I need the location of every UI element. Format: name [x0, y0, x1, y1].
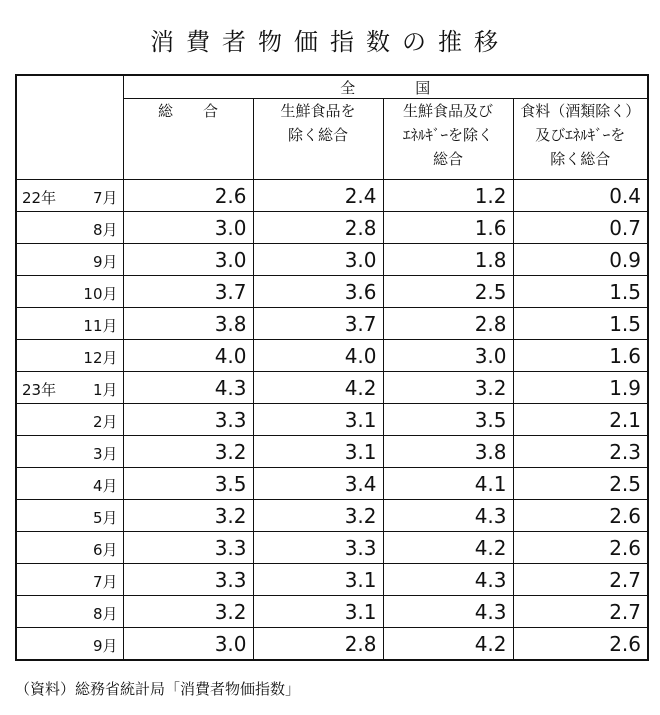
value-cell: 3.2	[123, 436, 253, 468]
value-cell: 3.3	[123, 532, 253, 564]
month-label: 7月	[92, 573, 118, 591]
month-label: 8月	[92, 221, 118, 239]
period-cell	[16, 596, 123, 628]
value-cell: 3.0	[253, 244, 383, 276]
period-cell	[16, 180, 123, 212]
column-header-line: ｴﾈﾙｷﾞｰを除く	[402, 126, 493, 144]
value-cell: 0.7	[513, 212, 648, 244]
column-header-line: 生鮮食品を	[280, 102, 356, 120]
value-cell: 3.3	[253, 532, 383, 564]
value-cell: 4.2	[383, 532, 513, 564]
value-cell: 3.4	[253, 468, 383, 500]
column-header-line: 食料（酒類除く）	[520, 102, 641, 120]
value-cell: 2.7	[513, 564, 648, 596]
value-cell: 4.0	[253, 340, 383, 372]
year-label: 23年	[22, 381, 57, 399]
column-header-line: 除く総合	[550, 150, 611, 168]
period-cell	[16, 564, 123, 596]
value-cell: 4.2	[383, 628, 513, 661]
value-cell: 3.2	[253, 500, 383, 532]
period-cell	[16, 340, 123, 372]
month-label: 3月	[92, 445, 118, 463]
table-row	[16, 340, 648, 372]
column-header-line: 及びｴﾈﾙｷﾞｰを	[535, 126, 626, 144]
value-cell: 1.9	[513, 372, 648, 404]
table-row	[16, 212, 648, 244]
month-label: 10月	[83, 285, 118, 303]
value-cell: 3.2	[383, 372, 513, 404]
value-cell: 4.3	[383, 500, 513, 532]
table-row	[16, 180, 648, 212]
value-cell: 4.3	[383, 564, 513, 596]
table-row	[16, 308, 648, 340]
value-cell: 3.6	[253, 276, 383, 308]
corner-cell	[16, 75, 123, 180]
group-header-national: 全国	[123, 75, 648, 99]
month-label: 9月	[92, 253, 118, 271]
value-cell: 4.3	[123, 372, 253, 404]
value-cell: 2.8	[253, 628, 383, 661]
value-cell: 3.0	[123, 628, 253, 661]
period-cell	[16, 436, 123, 468]
value-cell: 2.6	[513, 532, 648, 564]
value-cell: 4.3	[383, 596, 513, 628]
period-cell	[16, 500, 123, 532]
period-cell	[16, 212, 123, 244]
table-row	[16, 372, 648, 404]
value-cell: 1.6	[383, 212, 513, 244]
value-cell: 3.8	[123, 308, 253, 340]
column-header-3	[383, 99, 513, 180]
column-header-4	[513, 99, 648, 180]
month-label: 6月	[92, 541, 118, 559]
table-row	[16, 500, 648, 532]
table-row	[16, 532, 648, 564]
value-cell: 0.9	[513, 244, 648, 276]
period-cell	[16, 276, 123, 308]
table-row	[16, 404, 648, 436]
value-cell: 3.3	[123, 404, 253, 436]
value-cell: 3.5	[383, 404, 513, 436]
value-cell: 0.4	[513, 180, 648, 212]
value-cell: 2.7	[513, 596, 648, 628]
table-row	[16, 436, 648, 468]
value-cell: 3.8	[383, 436, 513, 468]
value-cell: 2.6	[123, 180, 253, 212]
month-label: 9月	[92, 637, 118, 655]
period-cell	[16, 532, 123, 564]
value-cell: 3.5	[123, 468, 253, 500]
value-cell: 2.8	[383, 308, 513, 340]
column-header-line: 総合	[157, 102, 248, 120]
value-cell: 1.8	[383, 244, 513, 276]
table-row	[16, 564, 648, 596]
value-cell: 1.2	[383, 180, 513, 212]
table-row	[16, 596, 648, 628]
month-label: 5月	[92, 509, 118, 527]
value-cell: 3.1	[253, 596, 383, 628]
value-cell: 2.6	[513, 628, 648, 661]
month-label: 11月	[83, 317, 118, 335]
value-cell: 2.1	[513, 404, 648, 436]
month-label: 8月	[92, 605, 118, 623]
period-cell	[16, 372, 123, 404]
column-header-line: 除く総合	[287, 126, 348, 144]
value-cell: 1.6	[513, 340, 648, 372]
value-cell: 4.1	[383, 468, 513, 500]
table-row	[16, 244, 648, 276]
month-label: 12月	[83, 349, 118, 367]
value-cell: 4.0	[123, 340, 253, 372]
value-cell: 3.1	[253, 436, 383, 468]
period-cell	[16, 628, 123, 661]
value-cell: 2.6	[513, 500, 648, 532]
value-cell: 3.7	[253, 308, 383, 340]
column-header-1	[123, 99, 253, 180]
table-row	[16, 468, 648, 500]
month-label: 4月	[92, 477, 118, 495]
value-cell: 3.1	[253, 564, 383, 596]
value-cell: 2.5	[513, 468, 648, 500]
value-cell: 3.2	[123, 596, 253, 628]
column-header-line: 生鮮食品及び	[402, 102, 493, 120]
month-label: 1月	[92, 381, 118, 399]
page-title: 消費者物価指数の推移	[150, 28, 510, 56]
value-cell: 3.0	[383, 340, 513, 372]
column-header-2	[253, 99, 383, 180]
value-cell: 2.3	[513, 436, 648, 468]
month-label: 2月	[92, 413, 118, 431]
table-row	[16, 276, 648, 308]
value-cell: 2.8	[253, 212, 383, 244]
period-cell	[16, 404, 123, 436]
source-note: （資料）総務省統計局「消費者物価指数」	[15, 680, 301, 698]
table-row	[16, 628, 648, 661]
year-label: 22年	[22, 189, 57, 207]
value-cell: 1.5	[513, 308, 648, 340]
month-label: 7月	[92, 189, 118, 207]
period-cell	[16, 308, 123, 340]
value-cell: 3.0	[123, 212, 253, 244]
value-cell: 3.0	[123, 244, 253, 276]
value-cell: 3.2	[123, 500, 253, 532]
cpi-table	[15, 74, 649, 661]
value-cell: 3.1	[253, 404, 383, 436]
period-cell	[16, 244, 123, 276]
value-cell: 2.5	[383, 276, 513, 308]
value-cell: 1.5	[513, 276, 648, 308]
column-header-line: 総合	[432, 150, 463, 168]
value-cell: 2.4	[253, 180, 383, 212]
value-cell: 3.3	[123, 564, 253, 596]
value-cell: 3.7	[123, 276, 253, 308]
period-cell	[16, 468, 123, 500]
value-cell: 4.2	[253, 372, 383, 404]
